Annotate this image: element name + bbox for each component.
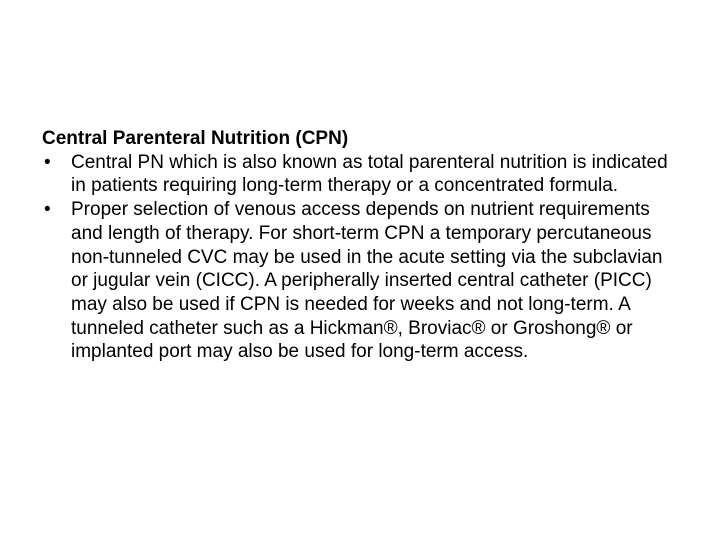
slide-content xyxy=(42,127,682,364)
slide-title: Central Parenteral Nutrition (CPN) xyxy=(42,128,349,149)
bullet-text: Central PN which is also known as total parenteral nutrition is indicated in patients requiring long-term therapy or a concentrated formula. xyxy=(71,151,668,197)
bullet-icon: • xyxy=(44,199,51,221)
bullet-list xyxy=(42,151,682,364)
bullet-item xyxy=(42,151,682,198)
bullet-icon: • xyxy=(44,151,51,173)
bullet-item xyxy=(42,198,682,364)
bullet-text: Proper selection of venous access depends on nutrient requirements and length of therapy. For short-term CPN a temporary percutaneous non-tunneled CVC may be used in the acute setting via the subclavian or jugular vein (CICC). A peripherally inserted central catheter (PICC) may also be used if CPN is needed for weeks and not long-term. A tunneled catheter such as a Hickman®, Broviac® or Groshong® or implanted port may also be used for long-term access. xyxy=(71,199,663,363)
